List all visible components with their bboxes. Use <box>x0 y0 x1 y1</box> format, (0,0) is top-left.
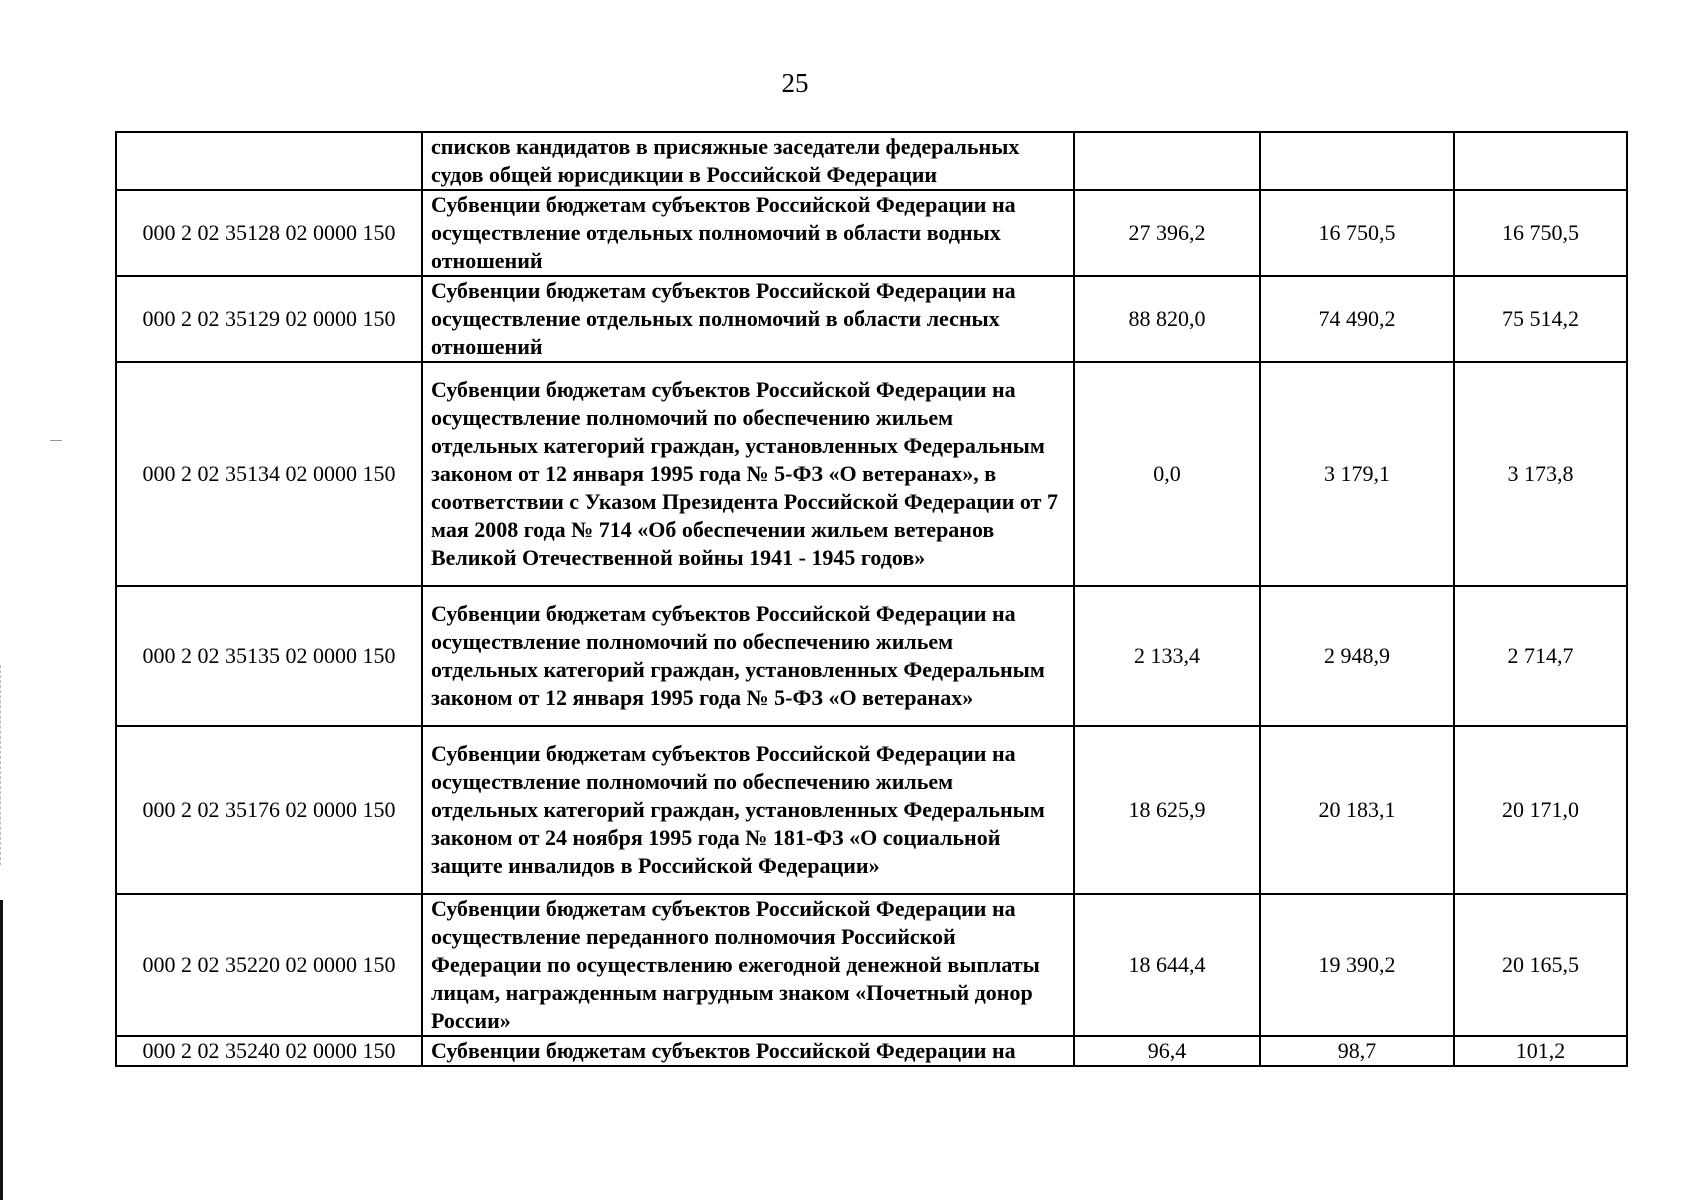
value-cell-2: 19 390,2 <box>1260 894 1454 1036</box>
value-cell-3 <box>1454 132 1627 190</box>
value-cell-3: 75 514,2 <box>1454 276 1627 362</box>
value-cell-1: 18 644,4 <box>1074 894 1260 1036</box>
table-row <box>116 190 1627 276</box>
budget-code-cell: 000 2 02 35220 02 0000 150 <box>116 894 422 1036</box>
value-cell-1: 2 133,4 <box>1074 586 1260 726</box>
value-cell-3: 20 165,5 <box>1454 894 1627 1036</box>
description-cell: списков кандидатов в присяжные заседатели федеральных судов общей юрисдикции в Российской Федерации <box>422 132 1074 190</box>
table-row <box>116 362 1627 586</box>
budget-code-cell: 000 2 02 35176 02 0000 150 <box>116 726 422 894</box>
description-cell: Субвенции бюджетам субъектов Российской Федерации на осуществление переданного полномочия Российской Федерации по осуществлению ежегодной денежной выплаты лицам, награжденным нагрудным знаком «Почетный донор России» <box>422 894 1074 1036</box>
value-cell-3: 16 750,5 <box>1454 190 1627 276</box>
budget-code-cell: 000 2 02 35128 02 0000 150 <box>116 190 422 276</box>
scan-artifact-dashed-line <box>0 665 2 865</box>
value-cell-2: 3 179,1 <box>1260 362 1454 586</box>
value-cell-1: 18 625,9 <box>1074 726 1260 894</box>
description-cell: Субвенции бюджетам субъектов Российской Федерации на осуществление отдельных полномочий в области лесных отношений <box>422 276 1074 362</box>
value-cell-2: 2 948,9 <box>1260 586 1454 726</box>
value-cell-2: 16 750,5 <box>1260 190 1454 276</box>
value-cell-2 <box>1260 132 1454 190</box>
table-row <box>116 1036 1627 1066</box>
budget-code-cell: 000 2 02 35134 02 0000 150 <box>116 362 422 586</box>
value-cell-2: 74 490,2 <box>1260 276 1454 362</box>
value-cell-1: 0,0 <box>1074 362 1260 586</box>
scan-artifact-edge <box>0 900 3 1200</box>
description-cell: Субвенции бюджетам субъектов Российской Федерации на <box>422 1036 1074 1066</box>
table-row <box>116 586 1627 726</box>
value-cell-3: 101,2 <box>1454 1036 1627 1066</box>
table-row <box>116 726 1627 894</box>
value-cell-1 <box>1074 132 1260 190</box>
scan-artifact-tick <box>50 440 62 441</box>
budget-code-cell: 000 2 02 35129 02 0000 150 <box>116 276 422 362</box>
value-cell-2: 98,7 <box>1260 1036 1454 1066</box>
description-cell: Субвенции бюджетам субъектов Российской Федерации на осуществление полномочий по обеспечению жильем отдельных категорий граждан, установленных Федеральным законом от 24 ноября 1995 года № 181-ФЗ «О социальной защите инвалидов в Российской Федерации» <box>422 726 1074 894</box>
value-cell-3: 2 714,7 <box>1454 586 1627 726</box>
budget-code-cell: 000 2 02 35240 02 0000 150 <box>116 1036 422 1066</box>
value-cell-1: 88 820,0 <box>1074 276 1260 362</box>
value-cell-1: 96,4 <box>1074 1036 1260 1066</box>
budget-code-cell: 000 2 02 35135 02 0000 150 <box>116 586 422 726</box>
value-cell-3: 3 173,8 <box>1454 362 1627 586</box>
table-row <box>116 894 1627 1036</box>
description-cell: Субвенции бюджетам субъектов Российской Федерации на осуществление отдельных полномочий в области водных отношений <box>422 190 1074 276</box>
budget-table <box>115 131 1628 1067</box>
value-cell-2: 20 183,1 <box>1260 726 1454 894</box>
description-cell: Субвенции бюджетам субъектов Российской Федерации на осуществление полномочий по обеспечению жильем отдельных категорий граждан, установленных Федеральным законом от 12 января 1995 года № 5-ФЗ «О ветеранах» <box>422 586 1074 726</box>
value-cell-1: 27 396,2 <box>1074 190 1260 276</box>
table-row <box>116 132 1627 190</box>
value-cell-3: 20 171,0 <box>1454 726 1627 894</box>
budget-code-cell <box>116 132 422 190</box>
description-cell: Субвенции бюджетам субъектов Российской Федерации на осуществление полномочий по обеспечению жильем отдельных категорий граждан, установленных Федеральным законом от 12 января 1995 года № 5-ФЗ «О ветеранах», в соответствии с Указом Президента Российской Федерации от 7 мая 2008 года № 714 «Об обеспечении жильем ветеранов Великой Отечественной войны 1941 - 1945 годов» <box>422 362 1074 586</box>
page-number: 25 <box>781 68 809 98</box>
table-row <box>116 276 1627 362</box>
